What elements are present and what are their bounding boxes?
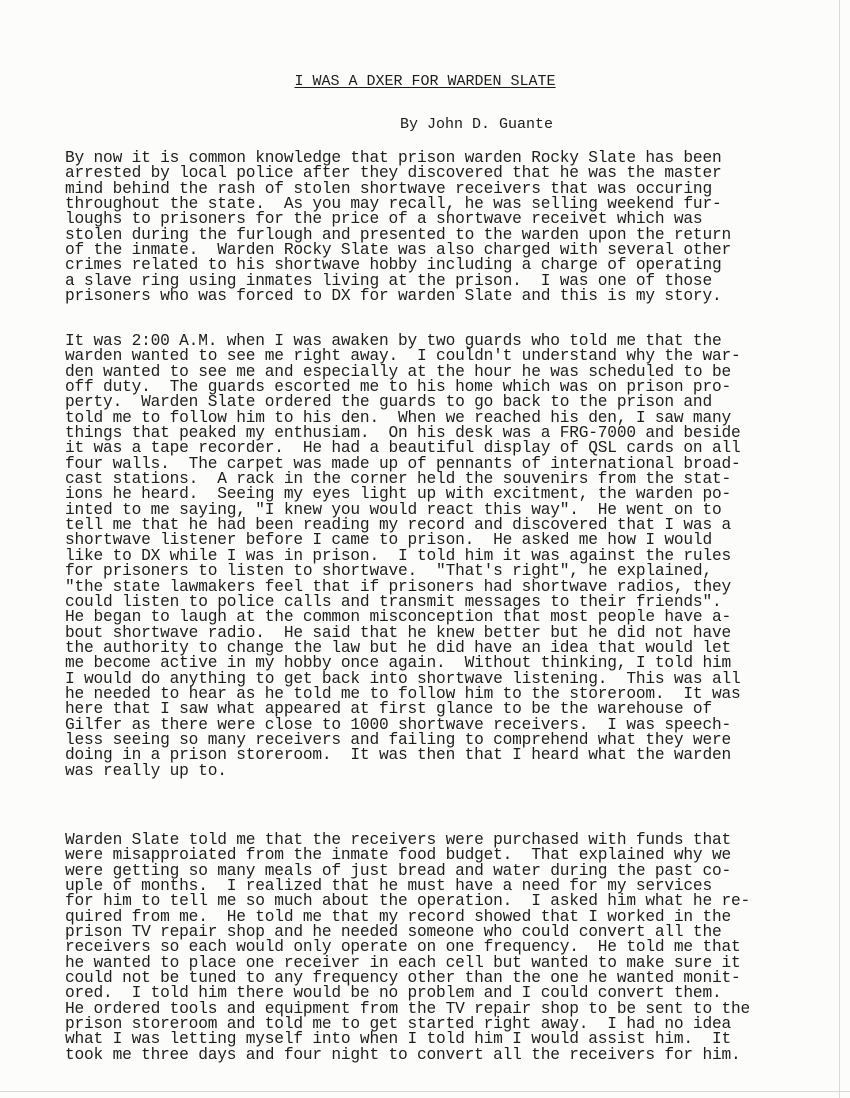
paragraph-3: Warden Slate told me that the receivers were purchased with funds that were misapproiated from the inmate food budget. That explained why we were getting so many meals of just bread and water during the past co- uple of months. I realized that he must have a need for my services for him to tell me so much about the operation. I asked him what he re- quired from me. He told me that my record showed that I worked in the prison TV repair shop and he needed someone who could convert all the receivers so each would only operate on one frequency. He told me that he wanted to place one receiver in each cell but wanted to make sure it could not be tuned to any frequency other than the one he wanted monit- ored. I told him there would be no problem and I could convert them. He ordered tools and equipment from the TV repair shop to be sent to the prison storeroom and told me to get started right away. I had no idea what I was letting myself into when I told him I would assist him. It took me three days and four night to convert all the receivers for him. [65, 831, 751, 1064]
page-edge-right [839, 0, 840, 1098]
page-edge-bottom [0, 1091, 850, 1092]
paragraph-1: By now it is common knowledge that prison warden Rocky Slate has been arrested by local police after they discovered that he was the master mind behind the rash of stolen shortwave receivers that was occuring throughout the state. As you may recall, he was selling weekend fur- loughs to prisoners for the price of a shortwave receivet which was stolen during the furlough and presented to the warden upon the return of the inmate. Warden Rocky Slate was also charged with several other crimes related to his shortwave hobby including a charge of operating a slave ring using inmates living at the prison. I was one of those prisoners who was forced to DX for warden Slate and this is my story. [65, 149, 731, 306]
paragraph-2: It was 2:00 A.M. when I was awaken by two guards who told me that the warden wanted to see me right away. I couldn't understand why the war- den wanted to see me and especially at the hour he was scheduled to be off duty. The guards escorted me to his home which was on prison pro- perty. Warden Slate ordered the guards to go back to the prison and told me to follow him to his den. When we reached his den, I saw many things that peaked my enthusiam. On his desk was a FRG-7000 and beside it was a tape recorder. He had a beautiful display of QSL cards on all four walls. The carpet was made up of pennants of international broad- cast stations. A rack in the corner held the souvenirs from the stat- ions he heard. Seeing my eyes light up with excitment, the warden po- inted to me saying, "I knew you would react this way". He went on to tell me that he had been reading my record and discovered that I was a shortwave listener before I came to prison. He asked me how I would like to DX while I was in prison. I told him it was against the rules for prisoners to listen to shortwave. "That's right", he explained, "the state lawmakers feel that if prisoners had shortwave radios, they could listen to police calls and transmit messages to their friends". He began to laugh at the common misconception that most people have a- bout shortwave radio. He said that he knew better but he did not have the authority to change the law but he did have an idea that would let me become active in my hobby once again. Without thinking, I told him I would do anything to get back into shortwave listening. This was all he needed to hear as he told me to follow him to the storeroom. It was here that I saw what appeared at first glance to be the warehouse of Gilfer as there were close to 1000 shortwave receivers. I was speech- less seeing so many receivers and failing to comprehend what they were doing in a prison storeroom. It was then that I heard what the warden was really up to. [65, 332, 741, 780]
article-byline: By John D. Guante [400, 116, 554, 133]
article-title: I WAS A DXER FOR WARDEN SLATE [294, 73, 556, 90]
